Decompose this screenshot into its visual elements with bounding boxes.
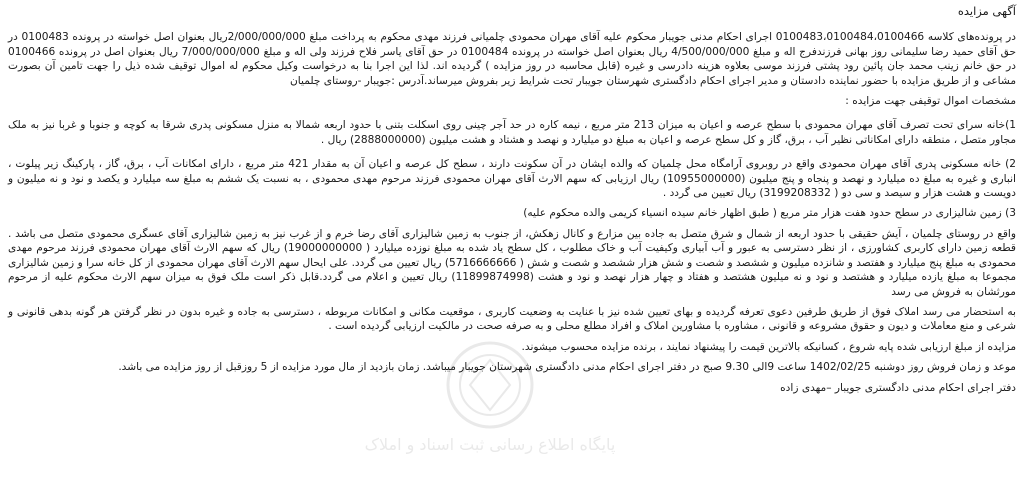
- item-1-paragraph: 1)خانه سرای تحت تصرف آقای مهران محمودی با سطح عرصه و اعیان به میزان 213 متر مربع ، نیمه کاره در حد آجر چینی روی اسکلت بتنی با حدود اربعه شمالا به منزل مسکونی پدری شرقا به کوچه و جنوبا و غربا نیز به ملک مجاور متصل ، منطقه دارای امکاناتی نظیر آب ، برق، گاز و کل سطح عرصه و اعیان به مبلغ دو میلیارد و نهصد و هشتاد و هشت میلیون (2888000000) ریال .: [8, 119, 1016, 146]
- signature-line: دفتر اجرای احکام مدنی دادگستری جویبار –مهدی زاده: [780, 381, 1016, 394]
- item-2-paragraph: 2) خانه مسکونی پدری آقای مهران محمودی واقع در روبروی آرامگاه محل چلمیان که والده ایشان در آن سکونت دارند ، سطح کل عرصه و اعیان آن به مقدار 421 متر مربع ، دارای امکانات آب ، برق، گاز ، پارکینگ زیر پیلوت ، انباری و غیره به مبلغ ده میلیارد و نهصد و پنجاه و پنج میلیون (10955000000) ریال ارزیابی که سهم الارث آقای مهران محمودی فرزند مرحوم مهدی محمودی ، به نسبت یک ششم به مبلغ سه میلیارد و یکصد و نود و نه میلیون و دویست و هشت هزار و سیصد و سی دو ( 3199208332) ریال تعیین می گردد .: [8, 158, 1016, 200]
- item-3-description: واقع در روستای چلمیان ، آیش حقیقی با حدود اربعه از شمال و شرق متصل به جاده بین مزارع و کانال زهکش، از جنوب به زمین شالیزاری آقای رضا خرم و از غرب نیز به زمین شالیزاری آقای عسگری محمودی متصل می باشد . قطعه زمین دارای کاربری کشاورزی ، از نظر دسترسی به عبور و آب آبیاری وکیفیت آب و خاک مطلوب ، کل سطح یاد شده به مبلغ نوزده میلیارد ( 19000000000) ریال که سهم الارث آقای مهران محمودی فرزند مرحوم مهدی محمودی به مبلغ پنج میلیارد و هفتصد و شانزده میلیون و ششصد و شصت و شش هزار ششصد و شصت و شش ( 5716666666) ریال تعیین می گردد. علی ایحال سهم الارث آقای مهران محمودی از کل خانه سرا و زمین شالیزاری مجموعا به مبلغ یازده میلیارد و هشتصد و نود و نه میلیون هشتصد و هفتاد و چهار هزار نهصد و نود و هشت (11899874998) ریال تعیین و اعلام می گردد.قابل ذکر است ملک فوق به میزان سهم الارث محکوم علیه از مرحوم مورثشان به فروش می رسد: [8, 227, 1017, 298]
- specs-heading: مشخصات اموال توقیفی جهت مزایده :: [845, 95, 1016, 108]
- watermark-text: پایگاه اطلاع رسانی ثبت اسناد و املاک: [364, 435, 616, 454]
- item-3-heading: 3) زمین شالیزاری در سطح حدود هفت هزار متر مربع ( طبق اظهار خانم سیده انسیاء کریمی والده محکوم علیه): [523, 207, 1016, 220]
- notice-title: آگهی مزایده: [957, 4, 1016, 18]
- schedule-paragraph: موعد و زمان فروش روز دوشنبه 1402/02/25 ساعت 9الی 9.30 صبح در دفتر اجرای احکام مدنی دادگستری شهرستان جویبار میباشد. زمان بازدید از مال مورد مزایده از 5 روزقبل از روز مزایده می باشد.: [118, 361, 1016, 374]
- start-price-paragraph: مزایده از مبلغ ارزیابی شده پایه شروع ، کسانیکه بالاترین قیمت را پیشنهاد نمایند ، برنده مزایده محسوب میشوند.: [521, 340, 1016, 353]
- intro-paragraph: در پرونده‌های کلاسه 0100483،0100484،0100466 اجرای احکام مدنی جویبار محکوم علیه آقای مهران محمودی چلمیانی فرزند مهدی محکوم به پرداخت مبلغ 2/000/000/000ریال بعنوان اصل خواسته در پرونده 0100483 در حق آقای حمید رضا سلیمانی روز بهانی فرزندفرج اله و مبلغ 4/500/000/000 ریال بعنوان اصل خواسته در پرونده 0100484 در حق آقای یاسر فلاح فرزند ولی اله و مبلغ 7/000/000/000 ریال بعنوان اصل در پرونده 0100466 در حق خانم زینب محمد جان پائین رود پشتی فرزند موسی بعلاوه هزینه دادرسی و غیره (قابل محاسبه در روز مزایده ) گردیده اند. لذا این اجرا بنا به درخواست وکیل محکوم له اموال توقیف شده ذیل را جهت تامین آن بصورت مشاعی و از طریق مزایده با حضور نماینده دادستان و مدیر اجرای احکام دادگستری شهرستان جویبار تحت شرایط زیر بفروش میرساند.آدرس :جویبار -روستای چلمیان: [8, 31, 1016, 87]
- conditions-paragraph: به استحضار می رسد املاک فوق از طریق طرفین دعوی تعرفه گردیده و بهای تعیین شده نیز با عنایت به وضعیت کاربری ، موقعیت مکانی و امکانات مربوطه ، دسترسی به جاده و غیره بدون در نظر گرفتن هر گونه بدهی قانونی و شرعی و منع معاملات و دیون و حقوق مشروعه و قانونی ، مشاوره با مشاورین املاک و افراد مطلع محلی و به صرفه صحت در مالکیت ارزیابی گردیده است .: [8, 305, 1016, 333]
